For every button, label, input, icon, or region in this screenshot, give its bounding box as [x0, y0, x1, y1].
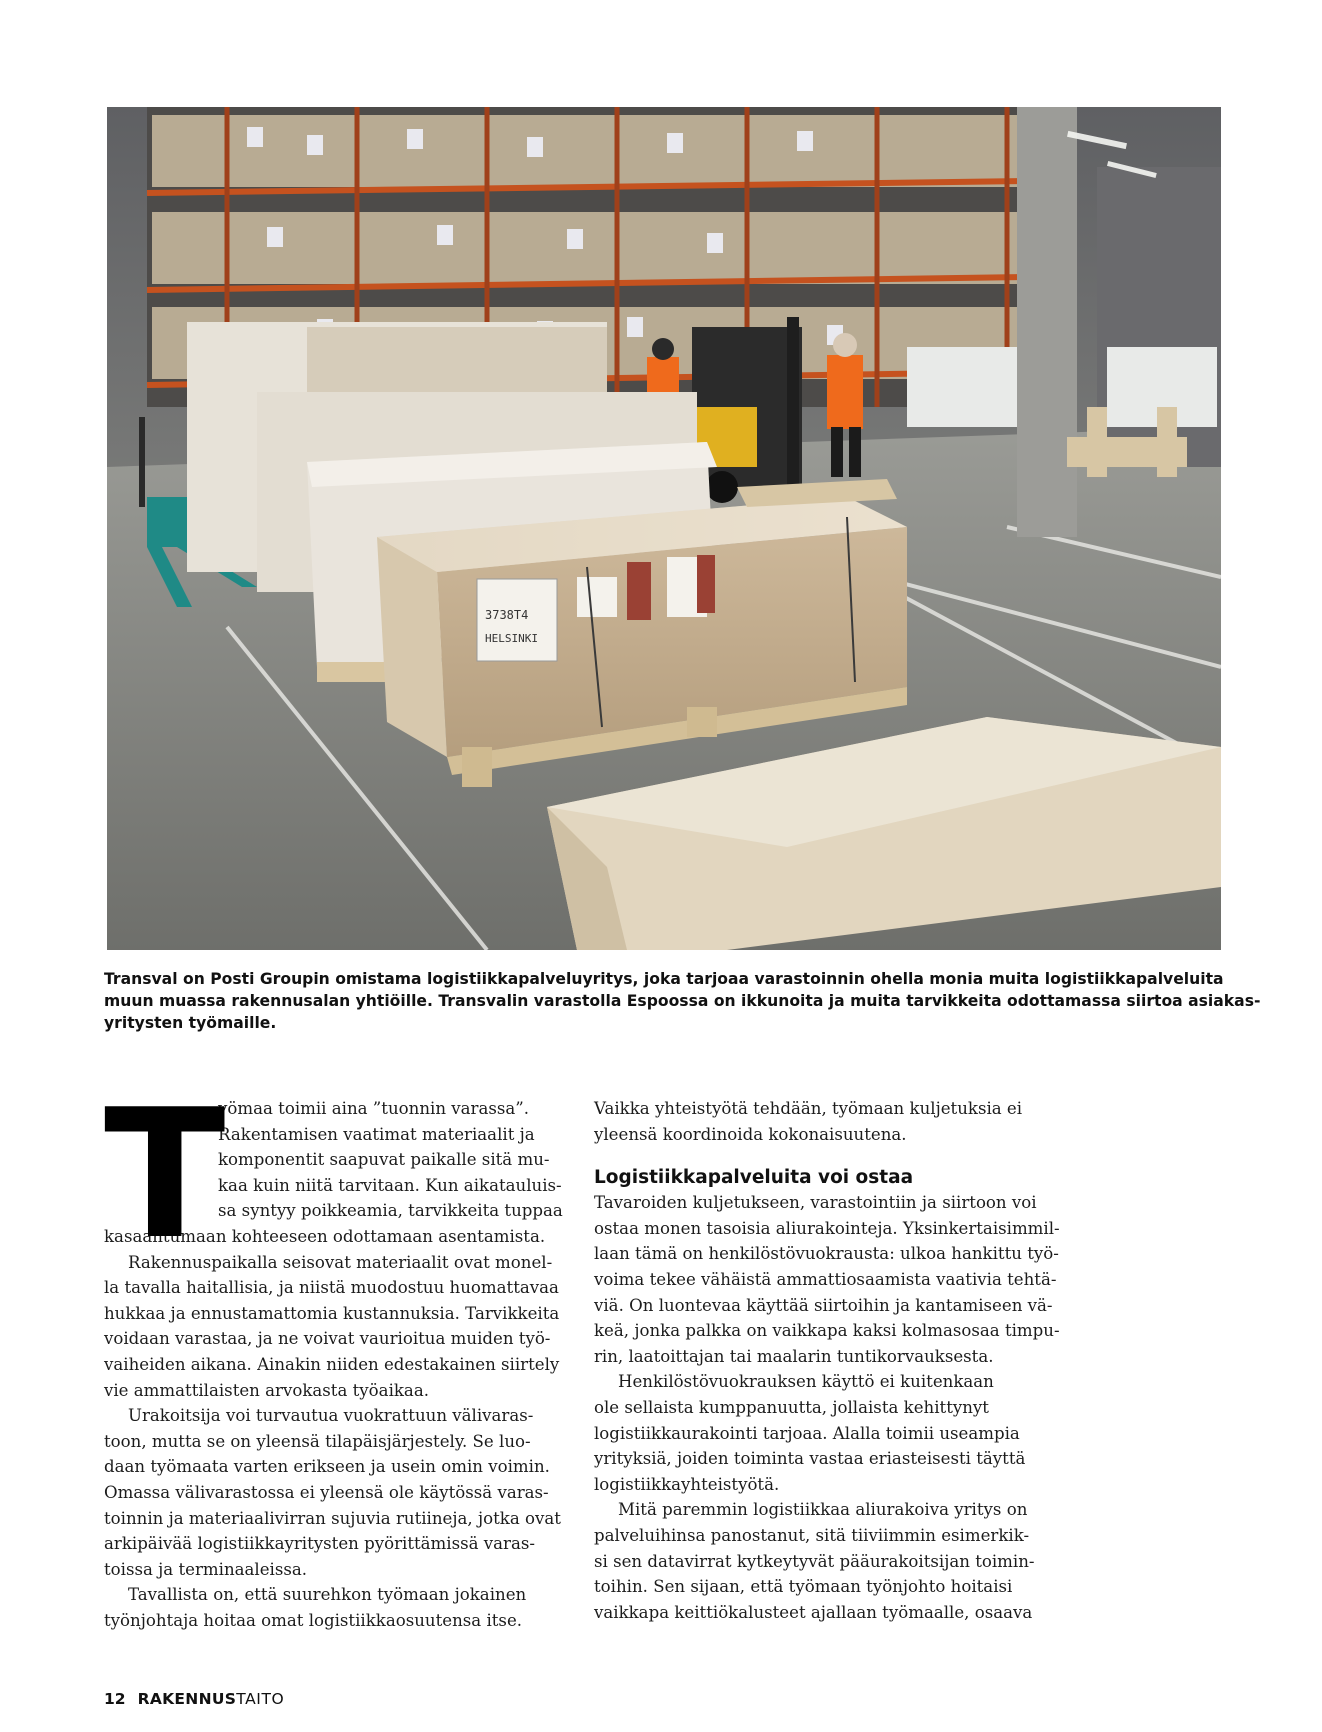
text-line: logistiikkaurakointi tarjoaa. Alalla toimii useampia: [594, 1423, 1020, 1443]
text-line: Rakennuspaikalla seisovat materiaalit ovat monel-: [128, 1252, 553, 1272]
text-line: vie ammattilaisten arvokasta työaikaa.: [104, 1380, 429, 1400]
text-line: vaikkapa keittiökalusteet ajallaan työmaalle, osaava: [594, 1602, 1033, 1622]
paragraph: [594, 1190, 1068, 1369]
text-line: Mitä paremmin logistiikkaa aliurakoiva yritys on: [618, 1500, 1028, 1520]
text-line: yömaa toimii aina ”tuonnin varassa”.: [218, 1099, 530, 1118]
box-label-number: 3738T4: [485, 608, 529, 622]
text-line: Urakoitsija voi turvautua vuokrattuun välivaras-: [128, 1406, 534, 1426]
text-line: Henkilöstövuokrauksen käyttö ei kuitenkaan: [618, 1372, 994, 1392]
text-line: daan työmaata varten erikseen ja usein omin voimin.: [104, 1457, 550, 1477]
text-line: voima tekee vähäistä ammattiosaamista vaativia tehtä-: [594, 1269, 1057, 1289]
page-number: 12: [104, 1690, 126, 1708]
text-line: toissa ja terminaaleissa.: [104, 1559, 308, 1579]
text-line: ole sellaista kumppanuutta, jollaista kehittynyt: [594, 1397, 989, 1417]
page-footer: [104, 1690, 284, 1708]
text-line: voidaan varastaa, ja ne voivat vaurioitua muiden työ-: [104, 1329, 551, 1349]
paragraph: [104, 1403, 578, 1582]
text-line: viä. On luontevaa käyttää siirtoihin ja kantamiseen vä-: [594, 1295, 1053, 1315]
article-column-left: [104, 1071, 578, 1633]
text-line: logistiikkayhteistyötä.: [594, 1474, 780, 1494]
photo-caption: [104, 968, 1261, 1034]
text-line: yleensä koordinoida kokonaisuutena.: [594, 1124, 907, 1144]
text-line: Tavaroiden kuljetukseen, varastointiin ja siirtoon voi: [594, 1193, 1037, 1213]
text-line: Omassa välivarastossa ei yleensä ole käytössä varas-: [104, 1482, 549, 1502]
caption-line: yritysten työmaille.: [104, 1014, 277, 1032]
article-column-right: [594, 1096, 1068, 1625]
text-line: toon, mutta se on yleensä tilapäisjärjestely. Se luo-: [104, 1431, 531, 1451]
paragraph: [594, 1096, 1068, 1147]
text-line: arkipäivää logistiikkayritysten pyörittämissä varas-: [104, 1534, 536, 1554]
text-line: Rakentamisen vaatimat materiaalit ja: [218, 1124, 535, 1144]
text-line: palveluihinsa panostanut, sitä tiiviimmin esimerkik-: [594, 1525, 1030, 1545]
paragraph: [594, 1369, 1068, 1497]
text-line: vaiheiden aikana. Ainakin niiden edestakainen siirtely: [104, 1354, 560, 1374]
text-line: toihin. Sen sijaan, että työmaan työnjohto hoitaisi: [594, 1577, 1013, 1597]
text-line: Vaikka yhteistyötä tehdään, työmaan kuljetuksia ei: [594, 1099, 1023, 1118]
text-line: si sen datavirrat kytkeytyvät pääurakoitsijan toimin-: [594, 1551, 1035, 1571]
drop-cap: T: [104, 1071, 226, 1278]
text-line: kasaantumaan kohteeseen odottamaan asentamista.: [104, 1226, 546, 1246]
caption-line: Transval on Posti Groupin omistama logistiikkapalveluyritys, joka tarjoaa varastoinnin ohella monia muita logistiikkapalveluita: [104, 970, 1224, 988]
paragraph: [104, 1582, 578, 1633]
text-line: keä, jonka palkka on vaikkapa kaksi kolmasosaa timpu-: [594, 1321, 1060, 1341]
text-line: hukkaa ja ennustamattomia kustannuksia. Tarvikkeita: [104, 1303, 560, 1323]
text-line: komponentit saapuvat paikalle sitä mu-: [218, 1150, 550, 1170]
text-line: yrityksiä, joiden toiminta vastaa eriasteisesti täyttä: [594, 1449, 1026, 1469]
text-line: työnjohtaja hoitaa omat logistiikkaosuutensa itse.: [104, 1610, 523, 1630]
section-heading: Logistiikkapalveluita voi ostaa: [594, 1167, 914, 1189]
paragraph: [594, 1497, 1068, 1625]
text-line: rin, laatoittajan tai maalarin tuntikorvauksesta.: [594, 1346, 994, 1366]
masthead-light: TAITO: [236, 1690, 285, 1708]
box-label-city: HELSINKI: [485, 632, 538, 645]
text-line: kaa kuin niitä tarvitaan. Kun aikatauluis-: [218, 1175, 562, 1195]
caption-line: muun muassa rakennusalan yhtiöille. Transvalin varastolla Espoossa on ikkunoita ja muita tarvikkeita odottamassa siirtoa asiakas-: [104, 992, 1261, 1010]
warehouse-illustration: [107, 107, 1221, 950]
text-line: Tavallista on, että suurehkon työmaan jokainen: [128, 1585, 527, 1605]
text-line: sa syntyy poikkeamia, tarvikkeita tuppaa: [218, 1201, 563, 1221]
text-line: laan tämä on henkilöstövuokrausta: ulkoa hankittu työ-: [594, 1244, 1059, 1264]
text-line: la tavalla haitallisia, ja niistä muodostuu huomattavaa: [104, 1278, 559, 1298]
text-line: ostaa monen tasoisia aliurakointeja. Yksinkertaisimmil-: [594, 1218, 1060, 1238]
warehouse-photo: [107, 107, 1221, 950]
masthead-bold: RAKENNUS: [137, 1690, 237, 1708]
text-line: toinnin ja materiaalivirran sujuvia rutiineja, jotka ovat: [104, 1508, 561, 1528]
